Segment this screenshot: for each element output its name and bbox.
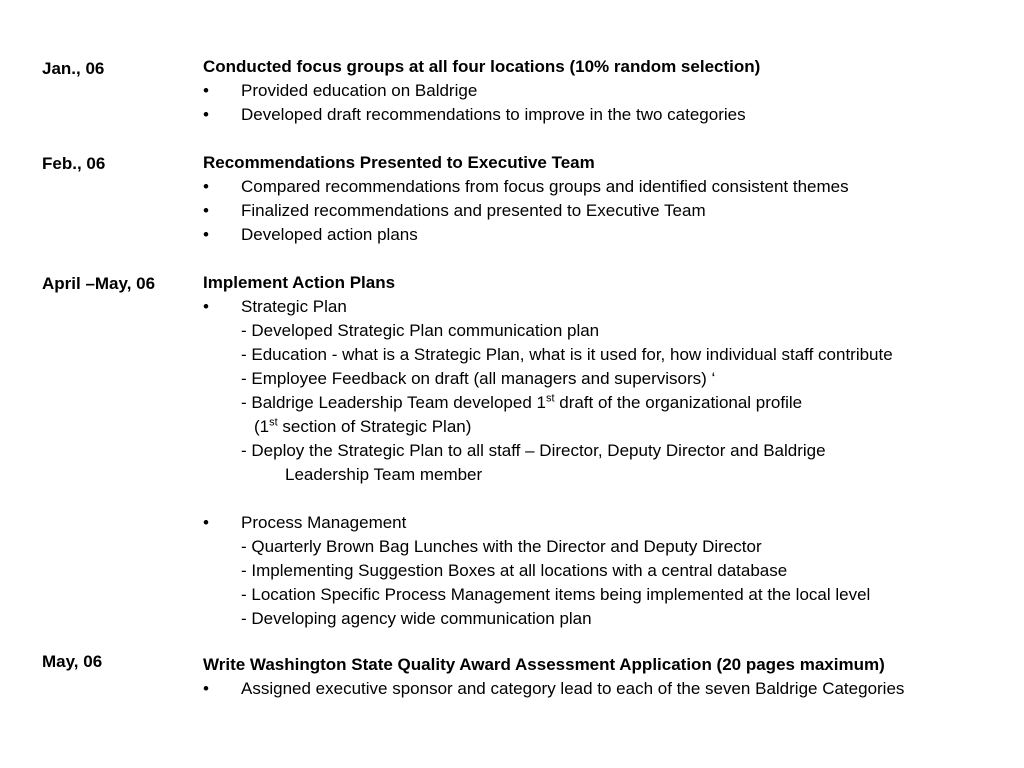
profile-text-post: draft of the organizational profile <box>554 393 803 412</box>
date-jan-06: Jan., 06 <box>42 59 105 78</box>
date-may-06: May, 06 <box>42 652 103 671</box>
strategic-plan-item-deploy-cont: Leadership Team member <box>285 465 483 484</box>
strategic-plan-item: - Developed Strategic Plan communication plan <box>241 321 600 340</box>
process-management-item: - Implementing Suggestion Boxes at all locations with a central database <box>241 561 788 580</box>
bullet-dot: • <box>203 177 209 196</box>
strategic-plan-item-profile <box>241 393 802 413</box>
section-heading-recommendations: Recommendations Presented to Executive Team <box>203 153 595 172</box>
section-superscript: st <box>269 416 278 429</box>
process-management-item: - Developing agency wide communication plan <box>241 609 592 628</box>
bullet-dot: • <box>203 679 209 698</box>
section-heading-action-plans: Implement Action Plans <box>203 273 396 292</box>
bullet-item: Assigned executive sponsor and category lead to each of the seven Baldrige Categories <box>241 679 905 698</box>
strategic-plan-title: Strategic Plan <box>241 297 347 316</box>
bullet-item: Compared recommendations from focus groups and identified consistent themes <box>241 177 849 196</box>
bullet-item: Developed action plans <box>241 225 418 244</box>
process-management-item: - Location Specific Process Management items being implemented at the local level <box>241 585 871 604</box>
profile-superscript: st <box>545 392 555 405</box>
strategic-plan-item: - Employee Feedback on draft (all managers and supervisors) ‘ <box>241 369 716 388</box>
section-text-pre: (1 <box>254 417 270 436</box>
section-text-post: section of Strategic Plan) <box>277 417 472 436</box>
bullet-dot: • <box>203 105 209 124</box>
date-april-may-06: April –May, 06 <box>42 274 156 293</box>
section-heading-focus-groups: Conducted focus groups at all four locations (10% random selection) <box>203 57 761 76</box>
strategic-plan-item: - Education - what is a Strategic Plan, what is it used for, how individual staff contribute <box>241 345 893 364</box>
strategic-plan-item-deploy: - Deploy the Strategic Plan to all staff – Director, Deputy Director and Baldrige <box>241 441 826 460</box>
bullet-dot: • <box>203 297 209 316</box>
bullet-dot: • <box>203 225 209 244</box>
bullet-dot: • <box>203 81 209 100</box>
bullet-item: Finalized recommendations and presented to Executive Team <box>241 201 706 220</box>
section-heading-assessment-application: Write Washington State Quality Award Assessment Application (20 pages maximum) <box>203 655 885 674</box>
bullet-item: Provided education on Baldrige <box>241 81 478 100</box>
process-management-item: - Quarterly Brown Bag Lunches with the Director and Deputy Director <box>241 537 762 556</box>
profile-text-pre: - Baldrige Leadership Team developed 1 <box>241 393 546 412</box>
bullet-dot: • <box>203 201 209 220</box>
bullet-dot: • <box>203 513 209 532</box>
bullet-item: Developed draft recommendations to improve in the two categories <box>241 105 746 124</box>
process-management-title: Process Management <box>241 513 407 532</box>
date-feb-06: Feb., 06 <box>42 154 106 173</box>
strategic-plan-item-section <box>254 417 471 437</box>
